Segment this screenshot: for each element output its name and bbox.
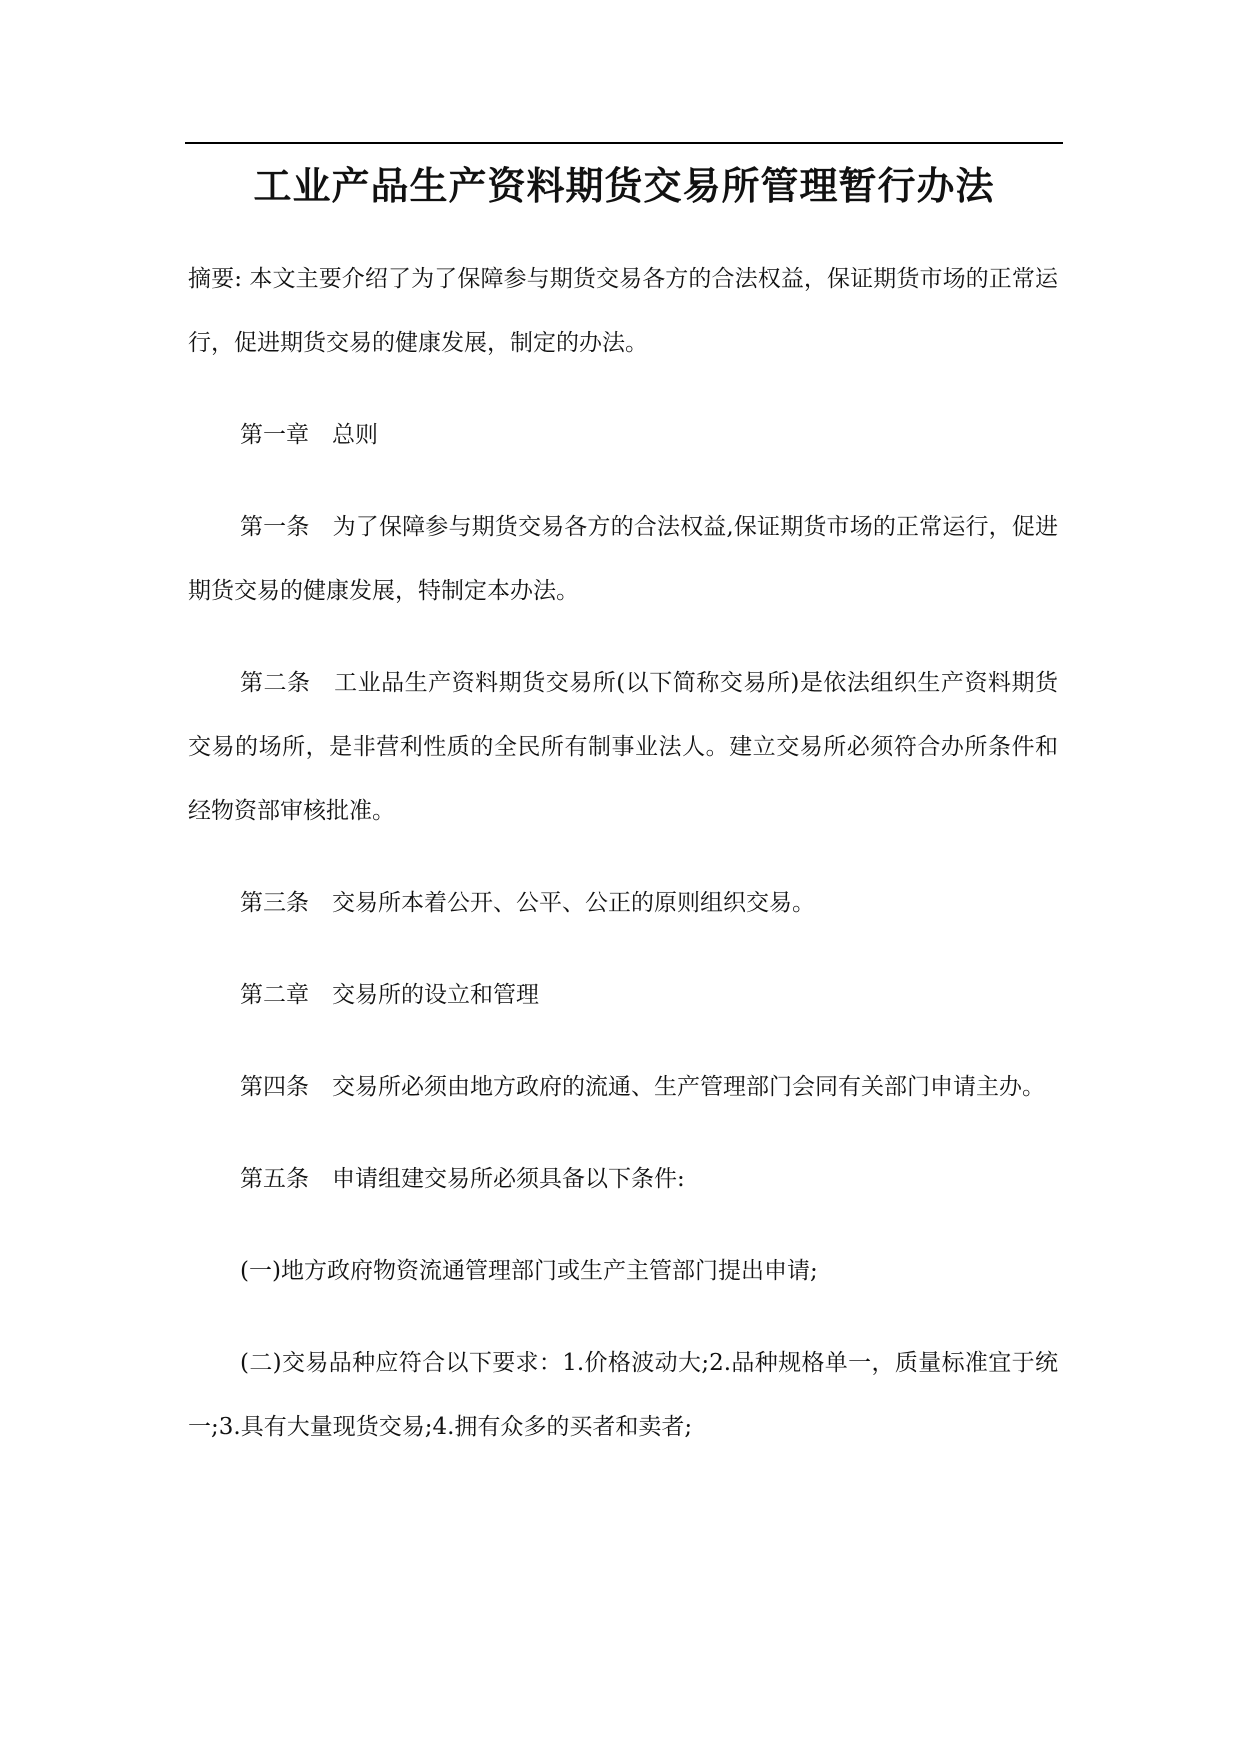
condition-item-2: (二)交易品种应符合以下要求：1.价格波动大;2.品种规格单一，质量标准宜于统一;3.具有大量现货交易;4.拥有众多的买者和卖者;: [188, 1350, 1058, 1440]
article-4: 第四条 交易所必须由地方政府的流通、生产管理部门会同有关部门申请主办。: [240, 1074, 1045, 1100]
chapter-2-heading: 第二章 交易所的设立和管理: [240, 982, 539, 1008]
header-rule: [185, 142, 1063, 144]
chapter-1-heading: 第一章 总则: [240, 422, 378, 448]
article-5: 第五条 申请组建交易所必须具备以下条件:: [240, 1166, 685, 1192]
article-1: 第一条 为了保障参与期货交易各方的合法权益,保证期货市场的正常运行，促进期货交易的健康发展，特制定本办法。: [188, 514, 1058, 604]
document-body: [188, 247, 1058, 1487]
abstract-paragraph: 摘要: 本文主要介绍了为了保障参与期货交易各方的合法权益，保证期货市场的正常运行，促进期货交易的健康发展，制定的办法。: [188, 266, 1058, 356]
article-2: 第二条 工业品生产资料期货交易所(以下简称交易所)是依法组织生产资料期货交易的场所，是非营利性质的全民所有制事业法人。建立交易所必须符合办所条件和经物资部审核批准。: [188, 670, 1058, 824]
article-3: 第三条 交易所本着公开、公平、公正的原则组织交易。: [240, 890, 815, 916]
document-title: 工业产品生产资料期货交易所管理暂行办法: [253, 164, 995, 208]
condition-item-1: (一)地方政府物资流通管理部门或生产主管部门提出申请;: [240, 1258, 818, 1284]
